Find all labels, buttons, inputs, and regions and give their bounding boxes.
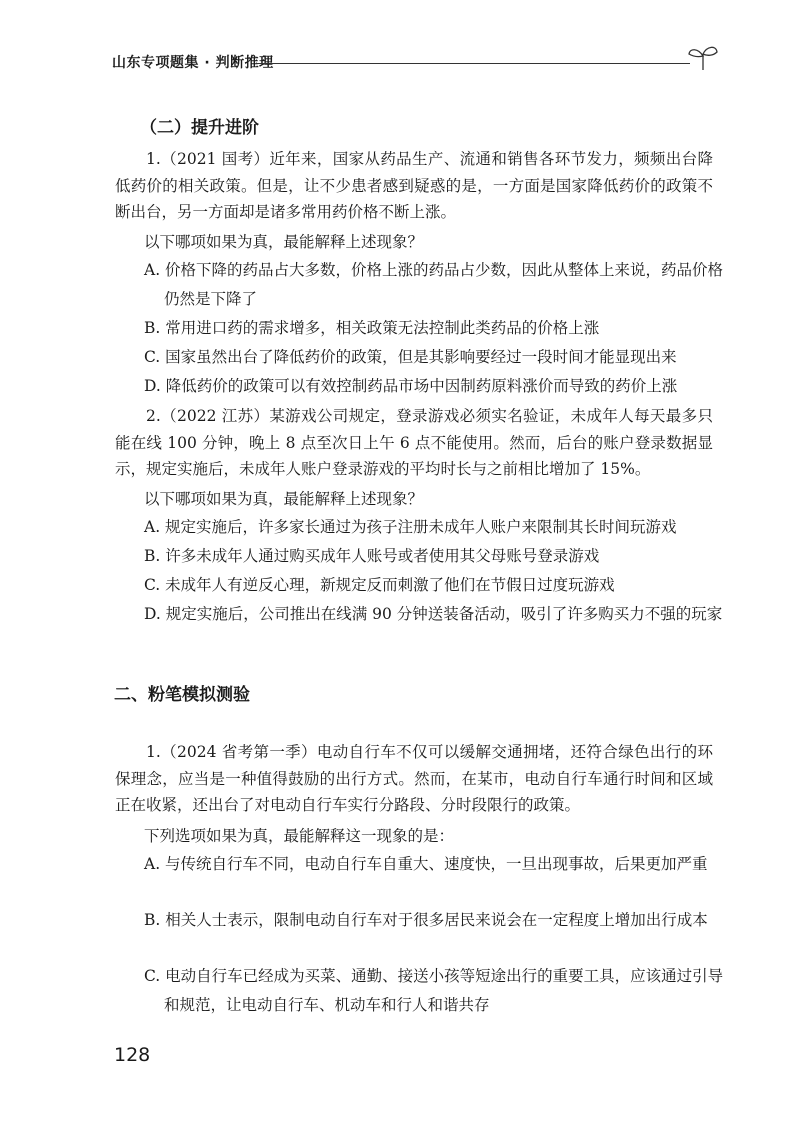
q2-option-c: C. 未成年人有逆反心理，新规定反而刺激了他们在节假日过度玩游戏 bbox=[144, 576, 615, 594]
q3-option-c: C. 电动自行车已经成为买菜、通勤、接送小孩等短途出行的重要工具，应该通过引导和规范，让电动自行车、机动车和行人和谐共存 bbox=[144, 967, 724, 1014]
q3-question: 下列选项如果为真，最能解释这一现象的是： bbox=[144, 827, 455, 845]
q1-option-a: A. 价格下降的药品占大多数，价格上涨的药品占少数，因此从整体上来说，药品价格仍然是下降了 bbox=[144, 261, 724, 308]
q3-option-b: B. 相关人士表示，限制电动自行车对于很多居民来说会在一定程度上增加出行成本 bbox=[144, 911, 708, 929]
q1-question: 以下哪项如果为真，最能解释上述现象？ bbox=[144, 233, 424, 251]
q2-question: 以下哪项如果为真，最能解释上述现象？ bbox=[144, 490, 424, 508]
sprout-icon bbox=[686, 42, 720, 72]
q2-option-d: D. 规定实施后，公司推出在线满 90 分钟送装备活动，吸引了许多购买力不强的玩家 bbox=[144, 605, 723, 623]
header-rule bbox=[256, 63, 690, 64]
q2-option-b: B. 许多未成年人通过购买成年人账号或者使用其父母账号登录游戏 bbox=[144, 547, 600, 565]
header-title: 山东专项题集 · 判断推理 bbox=[112, 55, 274, 71]
section-heading-advanced: （二）提升进阶 bbox=[140, 118, 259, 138]
running-header bbox=[108, 42, 720, 78]
q3-stem: 1.（2024 省考第一季）电动自行车不仅可以缓解交通拥堵，还符合绿色出行的环保理念，应当是一种值得鼓励的出行方式。然而，在某市，电动自行车通行时间和区域正在收紧，还出台了对电动自行车实行分路段、分时段限行的政策。 bbox=[115, 743, 713, 814]
q1-option-c: C. 国家虽然出台了降低药价的政策，但是其影响要经过一段时间才能显现出来 bbox=[144, 348, 677, 366]
page-number: 128 bbox=[114, 1044, 151, 1066]
section-heading-mock: 二、粉笔模拟测验 bbox=[114, 685, 250, 705]
q1-stem: 1.（2021 国考）近年来，国家从药品生产、流通和销售各环节发力，频频出台降低药价的相关政策。但是，让不少患者感到疑惑的是，一方面是国家降低药价的政策不断出台，另一方面却是诸多常用药价格不断上涨。 bbox=[115, 150, 713, 221]
q3-option-a: A. 与传统自行车不同，电动自行车自重大、速度快，一旦出现事故，后果更加严重 bbox=[144, 855, 708, 873]
q1-option-b: B. 常用进口药的需求增多，相关政策无法控制此类药品的价格上涨 bbox=[144, 319, 600, 337]
q1-option-d: D. 降低药价的政策可以有效控制药品市场中因制药原料涨价而导致的药价上涨 bbox=[144, 377, 678, 395]
q2-stem: 2.（2022 江苏）某游戏公司规定，登录游戏必须实名验证，未成年人每天最多只能在线 100 分钟，晚上 8 点至次日上午 6 点不能使用。然而，后台的账户登录数据显示，规定实施后，未成年人账户登录游戏的平均时长与之前相比增加了 15%。 bbox=[115, 407, 713, 478]
q2-option-a: A. 规定实施后，许多家长通过为孩子注册未成年人账户来限制其长时间玩游戏 bbox=[144, 518, 677, 536]
